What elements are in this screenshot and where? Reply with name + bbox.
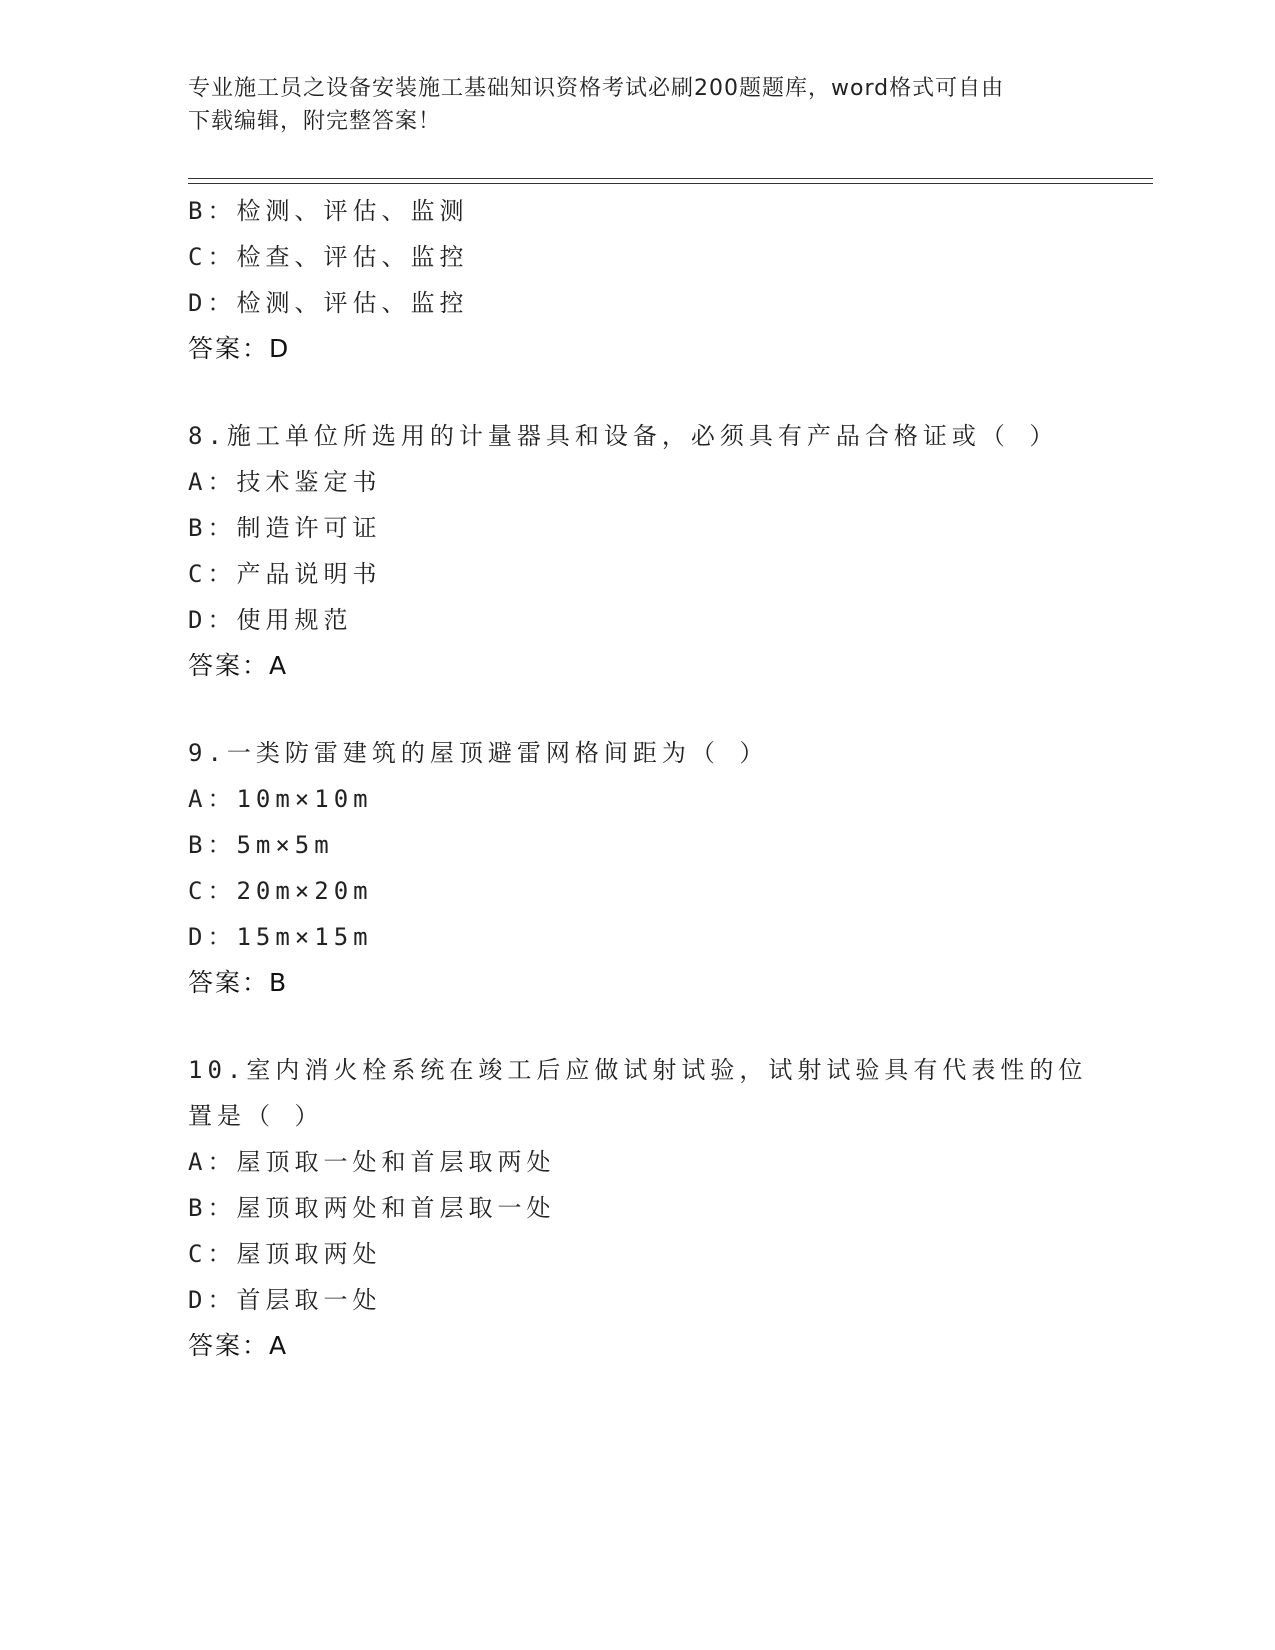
option-d: D：15m×15m [188, 923, 373, 951]
header-line-2: 下载编辑，附完整答案！ [188, 109, 442, 134]
spacer [188, 372, 1088, 413]
question-text-line-1: 10.室内消火栓系统在竣工后应做试射试验，试射试验具有代表性的位 [188, 1056, 1088, 1084]
option-b: B：检测、评估、监测 [188, 197, 469, 225]
option-b: B：屋顶取两处和首层取一处 [188, 1194, 556, 1222]
option-b: B：制造许可证 [188, 514, 382, 542]
document-header [188, 72, 1068, 138]
question-block-8 [188, 413, 1088, 689]
header-line-1: 专业施工员之设备安装施工基础知识资格考试必刷200题题库，word格式可自由 [188, 76, 1005, 101]
question-text: 9.一类防雷建筑的屋顶避雷网格间距为（ ） [188, 739, 769, 767]
question-block-9 [188, 730, 1088, 1006]
option-a: A：10m×10m [188, 785, 373, 813]
spacer [188, 689, 1088, 730]
spacer [188, 1006, 1088, 1047]
option-c: C：20m×20m [188, 877, 373, 905]
option-d: D：使用规范 [188, 606, 353, 634]
answer-line: 答案：A [188, 651, 289, 680]
question-block-continued [188, 188, 1088, 372]
answer-line: 答案：D [188, 334, 291, 363]
option-c: C：产品说明书 [188, 560, 382, 588]
option-d: D：首层取一处 [188, 1286, 382, 1314]
question-block-10 [188, 1047, 1088, 1369]
answer-line: 答案：B [188, 968, 289, 997]
answer-line: 答案：A [188, 1331, 289, 1360]
option-b: B：5m×5m [188, 831, 334, 859]
header-divider-top [188, 178, 1153, 179]
option-a: A：技术鉴定书 [188, 468, 382, 496]
option-d: D：检测、评估、监控 [188, 289, 469, 317]
option-a: A：屋顶取一处和首层取两处 [188, 1148, 556, 1176]
option-c: C：检查、评估、监控 [188, 243, 469, 271]
header-divider-bottom [188, 183, 1153, 184]
option-c: C：屋顶取两处 [188, 1240, 382, 1268]
question-text: 8.施工单位所选用的计量器具和设备，必须具有产品合格证或（ ） [188, 422, 1059, 450]
question-text-line-2: 置是（ ） [188, 1102, 324, 1130]
question-content [188, 188, 1088, 1369]
